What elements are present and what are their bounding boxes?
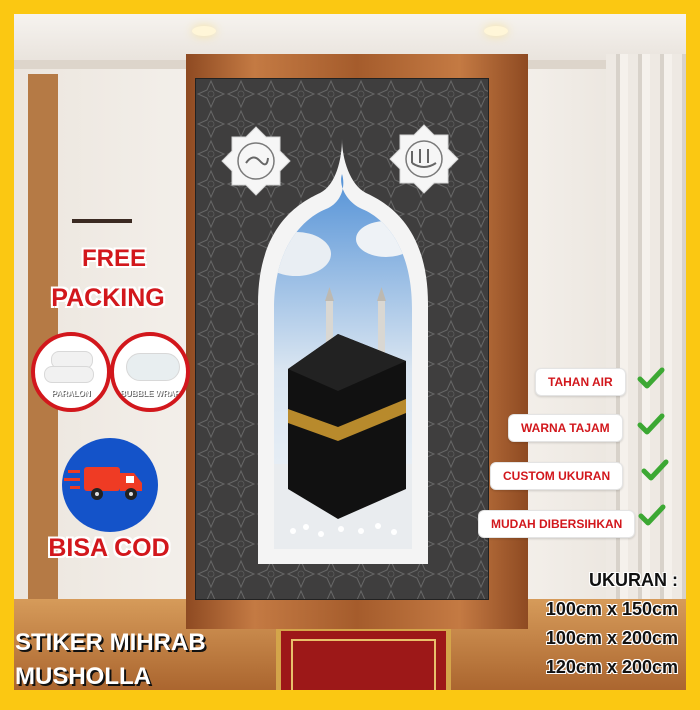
ceiling-light-icon [484,26,508,36]
curtain [606,54,686,654]
calligraphy-badge-right [390,125,458,193]
paralon-packing-image [31,332,111,412]
arch-window [196,79,488,599]
checkmark-icon [641,457,669,485]
checkmark-icon [637,411,665,439]
bisa-cod-text: BISA COD [48,534,170,562]
size-option: 100cm x 200cm [545,628,678,648]
bubble-wrap-label: BUBBLE WRAP [120,389,180,398]
checkmark-icon [637,365,665,393]
title-line: STIKER MIHRAB [15,629,206,656]
size-option: 120cm x 200cm [545,657,678,677]
size-option: 100cm x 150cm [545,599,678,619]
packing-text: PACKING [51,284,165,312]
calligraphy-badge-left [222,127,290,195]
feature-badge: CUSTOM UKURAN [490,462,623,490]
free-text: FREE [81,245,146,272]
bubble-wrap-packing-image [110,332,190,412]
ceiling-light-icon [192,26,216,36]
mihrab-sticker-panel [195,78,489,600]
size-options [496,566,678,682]
bottom-border [0,690,700,710]
delivery-truck-icon [62,438,158,532]
wall-shelf [72,219,132,223]
size-label: UKURAN : [589,570,678,590]
feature-badge: TAHAN AIR [535,368,626,396]
prayer-rug [276,626,451,696]
title-line: MUSHOLLA [15,663,151,690]
paralon-label: PARALON [51,389,91,398]
product-title [15,626,275,694]
checkmark-icon [638,502,666,530]
feature-badge: WARNA TAJAM [508,414,623,442]
feature-badge: MUDAH DIBERSIHKAN [478,510,635,538]
